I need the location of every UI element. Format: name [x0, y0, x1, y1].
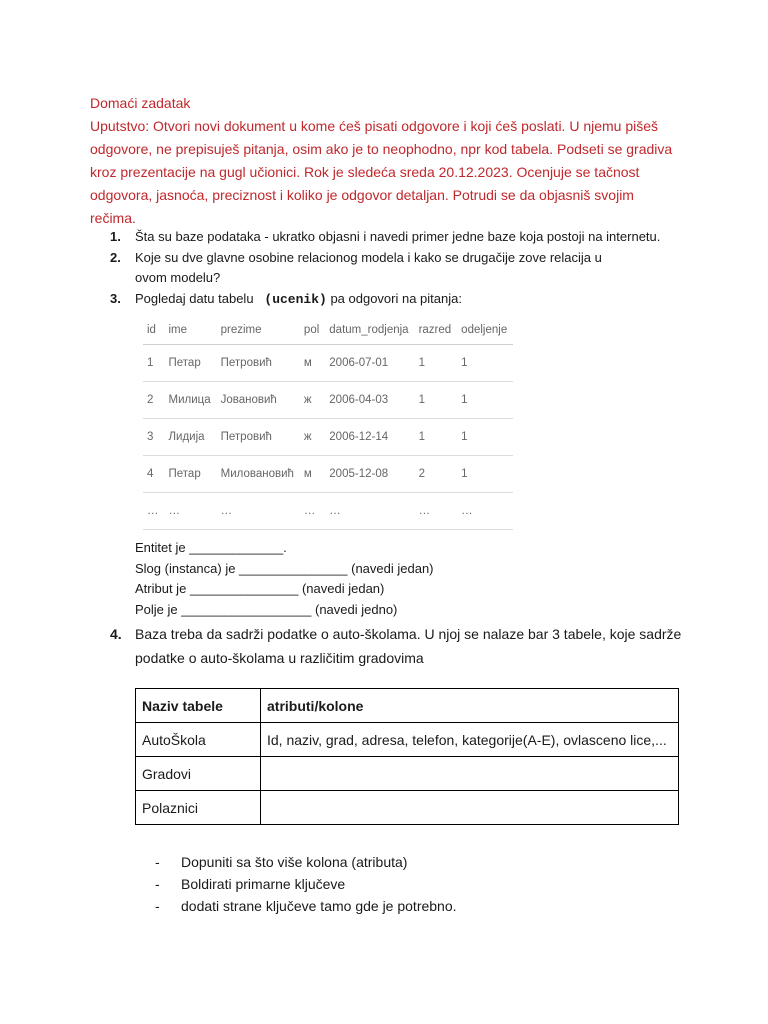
table-header-row: [143, 316, 513, 345]
table-cell: …: [325, 493, 414, 530]
table-row: [143, 382, 513, 419]
table-row: [136, 757, 679, 791]
table-cell: 2005-12-08: [325, 456, 414, 493]
table-cell: Јовановић: [217, 382, 300, 419]
table-cell: 1: [415, 345, 458, 382]
column-header: datum_rodjenja: [325, 316, 414, 345]
table-cell: 1: [415, 419, 458, 456]
table-cell: Polaznici: [136, 791, 261, 825]
column-header: id: [143, 316, 165, 345]
table-cell: 4: [143, 456, 165, 493]
column-header: prezime: [217, 316, 300, 345]
list-item-text: dodati strane ključeve tamo gde je potrebno.: [181, 898, 457, 914]
list-item: [155, 873, 457, 895]
column-header: atributi/kolone: [261, 689, 679, 723]
column-header: pol: [300, 316, 325, 345]
table-row: [143, 493, 513, 530]
table-cell: 1: [457, 382, 513, 419]
table-header-row: [136, 689, 679, 723]
table-row: [143, 456, 513, 493]
table-cell: Миловановић: [217, 456, 300, 493]
task-list: [155, 851, 457, 917]
table-cell: Петар: [165, 345, 217, 382]
question-number: 3.: [110, 291, 121, 306]
table-name: (ucenik): [264, 292, 327, 307]
question-number: 4.: [110, 626, 122, 642]
student-table: [143, 316, 513, 530]
blank-entitet: Entitet je _____________.: [135, 540, 287, 555]
table-cell: ж: [300, 382, 325, 419]
table-cell: Милица: [165, 382, 217, 419]
table-cell: [261, 791, 679, 825]
table-cell: 1: [143, 345, 165, 382]
autoschool-table: [135, 688, 679, 825]
table-cell: Лидија: [165, 419, 217, 456]
table-cell: м: [300, 456, 325, 493]
table-cell: 2006-12-14: [325, 419, 414, 456]
table-cell: 2: [143, 382, 165, 419]
table-cell: ж: [300, 419, 325, 456]
table-cell: Gradovi: [136, 757, 261, 791]
table-cell: [261, 757, 679, 791]
blank-slog: Slog (instanca) je _______________ (navedi jedan): [135, 561, 434, 576]
dash-bullet-icon: -: [155, 876, 160, 892]
column-header: razred: [415, 316, 458, 345]
question-3-text-after: pa odgovori na pitanja:: [330, 291, 462, 306]
column-header: odeljenje: [457, 316, 513, 345]
dash-bullet-icon: -: [155, 854, 160, 870]
question-3: [135, 289, 462, 310]
column-header: Naziv tabele: [136, 689, 261, 723]
question-2: Koje su dve glavne osobine relacionog modela i kako se drugačije zove relacija u ovom modelu?: [135, 250, 602, 285]
assignment-instructions: Uputstvo: Otvori novi dokument u kome ćeš pisati odgovore i koji ćeš poslati. U njemu pišeš odgovore, ne prepisuješ pitanja, osim ako je to neophodno, npr kod tabela. Podseti se gradiva kroz prezentacije na gugl učionici. Rok je sledeća sreda 20.12.2023. Ocenjuje se tačnost odgovora, jasnoća, preciznost i koliko je odgovor detaljan. Potrudi se da objasniš svojim rečima.: [90, 118, 673, 226]
list-item-text: Dopuniti sa što više kolona (atributa): [181, 854, 408, 870]
table-cell: 2006-07-01: [325, 345, 414, 382]
list-item: [155, 851, 457, 873]
table-row: [143, 345, 513, 382]
table-cell: 1: [457, 456, 513, 493]
table-cell: …: [415, 493, 458, 530]
question-4: Baza treba da sadrži podatke o auto-školama. U njoj se nalaze bar 3 tabele, koje sadrže podatke o auto-školama u različitim gradovima: [135, 626, 682, 666]
table-cell: …: [143, 493, 165, 530]
table-cell: Петровић: [217, 345, 300, 382]
table-row: [143, 419, 513, 456]
table-cell: AutoŠkola: [136, 723, 261, 757]
list-item: [155, 895, 457, 917]
table-cell: …: [300, 493, 325, 530]
question-number: 1.: [110, 229, 121, 244]
blank-atribut: Atribut je _______________ (navedi jedan): [135, 581, 385, 596]
table-cell: …: [217, 493, 300, 530]
list-item-text: Boldirati primarne ključeve: [181, 876, 346, 892]
table-cell: 1: [415, 382, 458, 419]
table-cell: Петар: [165, 456, 217, 493]
table-cell: м: [300, 345, 325, 382]
table-cell: 1: [457, 345, 513, 382]
question-number: 2.: [110, 250, 121, 265]
table-cell: 1: [457, 419, 513, 456]
table-row: [136, 723, 679, 757]
table-cell: …: [165, 493, 217, 530]
column-header: ime: [165, 316, 217, 345]
table-cell: Петровић: [217, 419, 300, 456]
table-row: [136, 791, 679, 825]
table-cell: 3: [143, 419, 165, 456]
dash-bullet-icon: -: [155, 898, 160, 914]
table-cell: 2006-04-03: [325, 382, 414, 419]
blank-polje: Polje je __________________ (navedi jedno): [135, 602, 398, 617]
table-cell: …: [457, 493, 513, 530]
assignment-heading: Domaći zadatak: [90, 95, 191, 111]
question-1: Šta su baze podataka - ukratko objasni i navedi primer jedne baze koja postoji na internetu.: [135, 229, 661, 244]
table-cell: 2: [415, 456, 458, 493]
table-cell: Id, naziv, grad, adresa, telefon, kategorije(A-E), ovlasceno lice,...: [261, 723, 679, 757]
question-3-text: Pogledaj datu tabelu: [135, 291, 254, 306]
